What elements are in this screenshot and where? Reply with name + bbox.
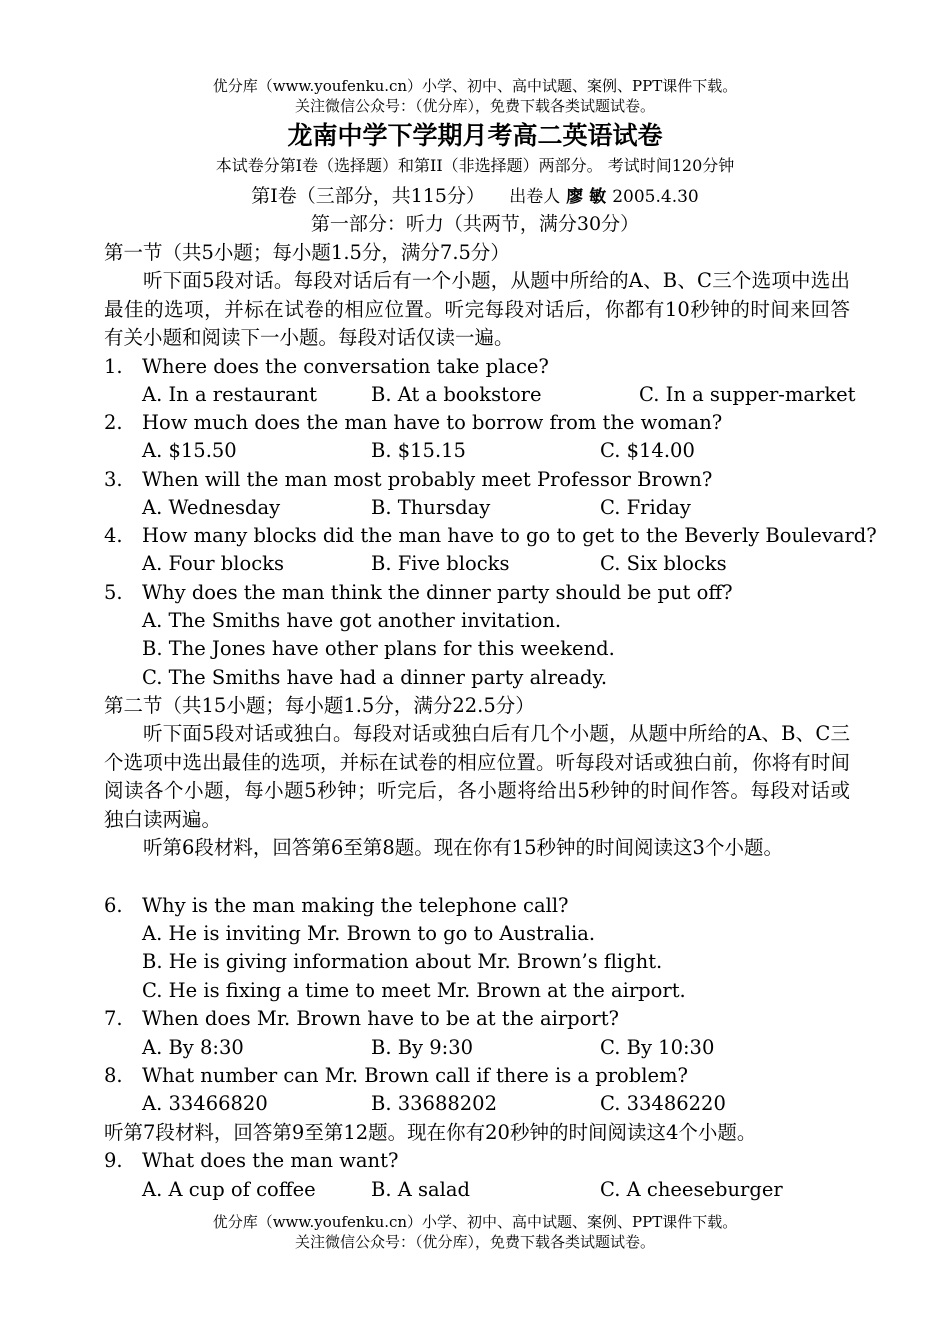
question-text: What does the man want? (142, 1149, 399, 1172)
volume-label: 第I卷（三部分，共115分） (251, 185, 486, 207)
option-c: C. By 10:30 (600, 1036, 715, 1059)
option-c: C. Six blocks (600, 552, 727, 575)
question-number: 8. (104, 1064, 123, 1087)
volume-line (0, 183, 950, 210)
option-c: C. $14.00 (600, 439, 695, 462)
question-text: What number can Mr. Brown call if there is a problem? (142, 1064, 688, 1087)
option-a: A. A cup of coffee (142, 1178, 316, 1201)
option-b: B. Five blocks (371, 552, 510, 575)
question-5-option-c: C. The Smiths have had a dinner party already. (142, 666, 608, 689)
section-two-instructions: 听下面5段对话或独白。每段对话或独白后有几个小题，从题中所给的A、B、C三个选项中选出最佳的选项，并标在试卷的相应位置。听每段对话或独白前，你将有时间阅读各个小题，每小题5秒钟；听完后，各小题将给出5秒钟的时间作答。每段对话或独白读两遍。 (104, 722, 850, 831)
option-a: A. $15.50 (142, 439, 237, 462)
option-b: B. At a bookstore (371, 383, 542, 406)
option-a: A. Wednesday (142, 496, 281, 519)
option-b: B. A salad (371, 1178, 470, 1201)
setter-name: 廖 敏 (566, 187, 607, 207)
footer-line-2: 关注微信公众号：（优分库），免费下载各类试题试卷。 (294, 1233, 655, 1251)
option-c: C. A cheeseburger (600, 1178, 783, 1201)
option-b: B. By 9:30 (371, 1036, 474, 1059)
material-6-instructions: 听第6段材料，回答第6至第8题。现在你有15秒钟的时间阅读这3个小题。 (143, 836, 783, 859)
header-line-1: 优分库（www.youfenku.cn）小学、初中、高中试题、案例、PPT课件下载。 (212, 77, 738, 95)
part-one-heading: 第一部分：听力（共两节，满分30分） (310, 213, 640, 235)
question-number: 5. (104, 581, 123, 604)
exam-title: 龙南中学下学期月考高二英语试卷 (287, 121, 663, 150)
question-number: 3. (104, 468, 123, 491)
question-number: 4. (104, 524, 123, 547)
question-6-option-a: A. He is inviting Mr. Brown to go to Australia. (142, 922, 596, 945)
question-5-option-a: A. The Smiths have got another invitation. (142, 609, 562, 632)
question-number: 1. (104, 355, 123, 378)
option-a: A. By 8:30 (142, 1036, 244, 1059)
question-text: How many blocks did the man have to go to get to the Beverly Boulevard? (142, 524, 877, 547)
question-number: 9. (104, 1149, 123, 1172)
option-c: C. Friday (600, 496, 691, 519)
option-b: B. 33688202 (371, 1092, 497, 1115)
option-c: C. 33486220 (600, 1092, 726, 1115)
setter-label: 出卷人 (509, 187, 561, 207)
question-5-option-b: B. The Jones have other plans for this weekend. (142, 637, 615, 660)
question-text: Why is the man making the telephone call? (142, 894, 569, 917)
option-a: A. 33466820 (142, 1092, 268, 1115)
option-a: A. In a restaurant (142, 383, 317, 406)
option-c: C. In a supper-market (639, 383, 856, 406)
question-number: 7. (104, 1007, 123, 1030)
question-number: 6. (104, 894, 123, 917)
option-b: B. $15.15 (371, 439, 466, 462)
question-text: How much does the man have to borrow from the woman? (142, 411, 723, 434)
section-one-instructions: 听下面5段对话。每段对话后有一个小题，从题中所给的A、B、C三个选项中选出最佳的选项，并标在试卷的相应位置。听完每段对话后，你都有10秒钟的时间来回答有关小题和阅读下一小题。每段对话仅读一遍。 (104, 269, 850, 349)
question-text: When will the man most probably meet Professor Brown? (142, 468, 713, 491)
option-b: B. Thursday (371, 496, 491, 519)
footer-line-1: 优分库（www.youfenku.cn）小学、初中、高中试题、案例、PPT课件下载。 (212, 1213, 738, 1231)
question-text: When does Mr. Brown have to be at the airport? (142, 1007, 619, 1030)
exam-info: 本试卷分第I卷（选择题）和第II（非选择题）两部分。 考试时间120分钟 (215, 156, 735, 175)
header-line-2: 关注微信公众号：（优分库），免费下载各类试题试卷。 (294, 97, 655, 115)
section-two-heading: 第二节（共15小题；每小题1.5分，满分22.5分） (104, 694, 535, 717)
question-text: Where does the conversation take place? (142, 355, 549, 378)
question-6-option-c: C. He is fixing a time to meet Mr. Brown at the airport. (142, 979, 686, 1002)
question-number: 2. (104, 411, 123, 434)
exam-date: 2005.4.30 (612, 187, 699, 207)
question-text: Why does the man think the dinner party should be put off? (142, 581, 733, 604)
option-a: A. Four blocks (142, 552, 284, 575)
section-one-heading: 第一节（共5小题；每小题1.5分，满分7.5分） (104, 241, 510, 264)
material-7-instructions: 听第7段材料，回答第9至第12题。现在你有20秒钟的时间阅读这4个小题。 (104, 1121, 757, 1144)
question-6-option-b: B. He is giving information about Mr. Brown’s flight. (142, 950, 663, 973)
